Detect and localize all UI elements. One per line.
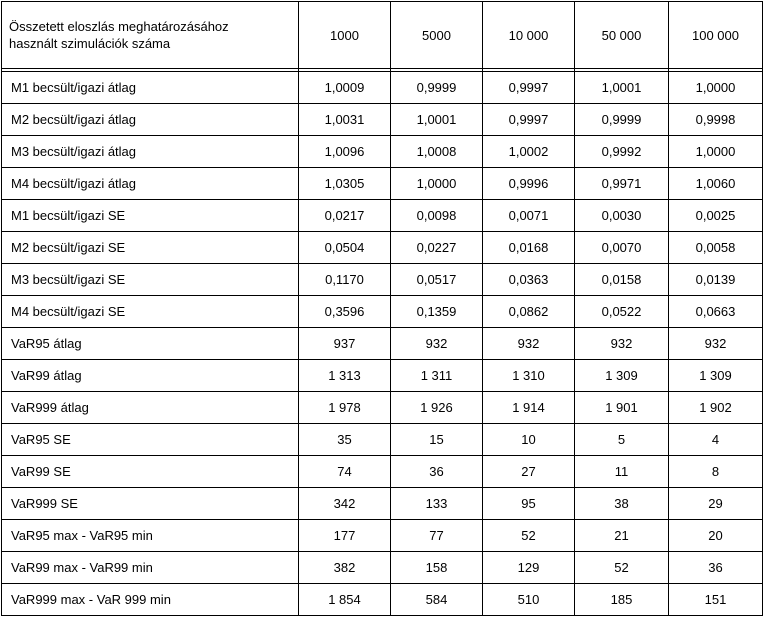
table-cell: 0,9992: [575, 136, 669, 168]
table-cell: 5: [575, 424, 669, 456]
row-label: VaR99 max - VaR99 min: [2, 552, 299, 584]
table-cell: 1 978: [299, 392, 391, 424]
table-cell: 342: [299, 488, 391, 520]
table-cell: 0,0227: [391, 232, 483, 264]
table-cell: 0,1170: [299, 264, 391, 296]
table-cell: 52: [483, 520, 575, 552]
table-cell: 0,0070: [575, 232, 669, 264]
table-cell: 1 902: [669, 392, 763, 424]
table-cell: 1,0009: [299, 72, 391, 104]
table-cell: 10: [483, 424, 575, 456]
row-label: VaR99 átlag: [2, 360, 299, 392]
table-row: [2, 584, 763, 616]
table-row: [2, 264, 763, 296]
column-header: 5000: [391, 2, 483, 69]
table-cell: 1 311: [391, 360, 483, 392]
table-cell: 129: [483, 552, 575, 584]
table-cell: 4: [669, 424, 763, 456]
row-label: M3 becsült/igazi átlag: [2, 136, 299, 168]
row-label: M4 becsült/igazi átlag: [2, 168, 299, 200]
table-cell: 0,1359: [391, 296, 483, 328]
table-cell: 0,0139: [669, 264, 763, 296]
table-body: [2, 69, 763, 616]
table-cell: 0,0504: [299, 232, 391, 264]
table-cell: 1,0001: [575, 72, 669, 104]
table-row: [2, 104, 763, 136]
table-cell: 1 901: [575, 392, 669, 424]
table-row: [2, 488, 763, 520]
table-row: [2, 168, 763, 200]
table-cell: 36: [391, 456, 483, 488]
table-cell: 1,0060: [669, 168, 763, 200]
table-cell: 185: [575, 584, 669, 616]
table-cell: 77: [391, 520, 483, 552]
table-cell: 158: [391, 552, 483, 584]
table-row: [2, 200, 763, 232]
table-row: [2, 552, 763, 584]
table-cell: 0,0663: [669, 296, 763, 328]
row-header-line-1: Összetett eloszlás meghatározásához: [9, 19, 229, 34]
table-cell: 15: [391, 424, 483, 456]
table-cell: 0,0098: [391, 200, 483, 232]
table-cell: 74: [299, 456, 391, 488]
table-cell: 1,0305: [299, 168, 391, 200]
row-label: M1 becsült/igazi átlag: [2, 72, 299, 104]
table-cell: 1 309: [575, 360, 669, 392]
column-header: 100 000: [669, 2, 763, 69]
table-cell: 1 309: [669, 360, 763, 392]
table-cell: 1,0001: [391, 104, 483, 136]
table-cell: 932: [575, 328, 669, 360]
table-cell: 38: [575, 488, 669, 520]
row-label: VaR95 max - VaR95 min: [2, 520, 299, 552]
row-label: VaR95 SE: [2, 424, 299, 456]
table-cell: 36: [669, 552, 763, 584]
table-cell: 1 854: [299, 584, 391, 616]
table-cell: 0,0071: [483, 200, 575, 232]
table-cell: 177: [299, 520, 391, 552]
table-cell: 1 310: [483, 360, 575, 392]
table-cell: 20: [669, 520, 763, 552]
table-row: [2, 520, 763, 552]
table-cell: 8: [669, 456, 763, 488]
header-row: [2, 2, 763, 69]
table-cell: 1,0000: [391, 168, 483, 200]
column-header: 10 000: [483, 2, 575, 69]
table-cell: 932: [391, 328, 483, 360]
table-cell: 0,0158: [575, 264, 669, 296]
table-cell: 0,0058: [669, 232, 763, 264]
table-cell: 1,0000: [669, 72, 763, 104]
table-row: [2, 424, 763, 456]
table-cell: 932: [483, 328, 575, 360]
table-cell: 0,0025: [669, 200, 763, 232]
table-cell: 0,0522: [575, 296, 669, 328]
table-row: [2, 136, 763, 168]
table-cell: 0,9999: [575, 104, 669, 136]
table-cell: 1,0002: [483, 136, 575, 168]
table-cell: 133: [391, 488, 483, 520]
table-row: [2, 232, 763, 264]
row-header-line-2: használt szimulációk száma: [9, 36, 171, 51]
table-cell: 0,9996: [483, 168, 575, 200]
table-cell: 0,0217: [299, 200, 391, 232]
row-label: VaR999 SE: [2, 488, 299, 520]
table-cell: 0,0168: [483, 232, 575, 264]
table-cell: 0,9997: [483, 104, 575, 136]
table-cell: 0,0517: [391, 264, 483, 296]
table-cell: 0,9998: [669, 104, 763, 136]
column-header: 1000: [299, 2, 391, 69]
table-cell: 151: [669, 584, 763, 616]
row-label: M1 becsült/igazi SE: [2, 200, 299, 232]
table-row: [2, 456, 763, 488]
table-cell: 1,0000: [669, 136, 763, 168]
row-header-cell: [2, 2, 299, 69]
table-cell: 382: [299, 552, 391, 584]
table-cell: 1 926: [391, 392, 483, 424]
table-cell: 29: [669, 488, 763, 520]
table-cell: 0,0030: [575, 200, 669, 232]
table-row: [2, 72, 763, 104]
table-cell: 932: [669, 328, 763, 360]
table-cell: 1,0008: [391, 136, 483, 168]
row-label: M4 becsült/igazi SE: [2, 296, 299, 328]
table-cell: 35: [299, 424, 391, 456]
table-cell: 1 914: [483, 392, 575, 424]
table-cell: 0,3596: [299, 296, 391, 328]
row-label: M2 becsült/igazi átlag: [2, 104, 299, 136]
table-row: [2, 328, 763, 360]
table-cell: 21: [575, 520, 669, 552]
table-cell: 1 313: [299, 360, 391, 392]
table-row: [2, 296, 763, 328]
table-cell: 0,9997: [483, 72, 575, 104]
table-row: [2, 392, 763, 424]
table-cell: 1,0031: [299, 104, 391, 136]
row-label: M2 becsült/igazi SE: [2, 232, 299, 264]
table-cell: 584: [391, 584, 483, 616]
table-row: [2, 360, 763, 392]
table-cell: 510: [483, 584, 575, 616]
column-header: 50 000: [575, 2, 669, 69]
table-cell: 27: [483, 456, 575, 488]
row-label: VaR999 átlag: [2, 392, 299, 424]
row-label: VaR99 SE: [2, 456, 299, 488]
table-cell: 0,0363: [483, 264, 575, 296]
table-cell: 95: [483, 488, 575, 520]
table-cell: 11: [575, 456, 669, 488]
table-cell: 0,9971: [575, 168, 669, 200]
row-label: VaR95 átlag: [2, 328, 299, 360]
row-label: VaR999 max - VaR 999 min: [2, 584, 299, 616]
table-cell: 52: [575, 552, 669, 584]
table-cell: 0,0862: [483, 296, 575, 328]
table-cell: 937: [299, 328, 391, 360]
simulation-results-table: [1, 1, 763, 616]
row-label: M3 becsült/igazi SE: [2, 264, 299, 296]
table-cell: 0,9999: [391, 72, 483, 104]
table-cell: 1,0096: [299, 136, 391, 168]
